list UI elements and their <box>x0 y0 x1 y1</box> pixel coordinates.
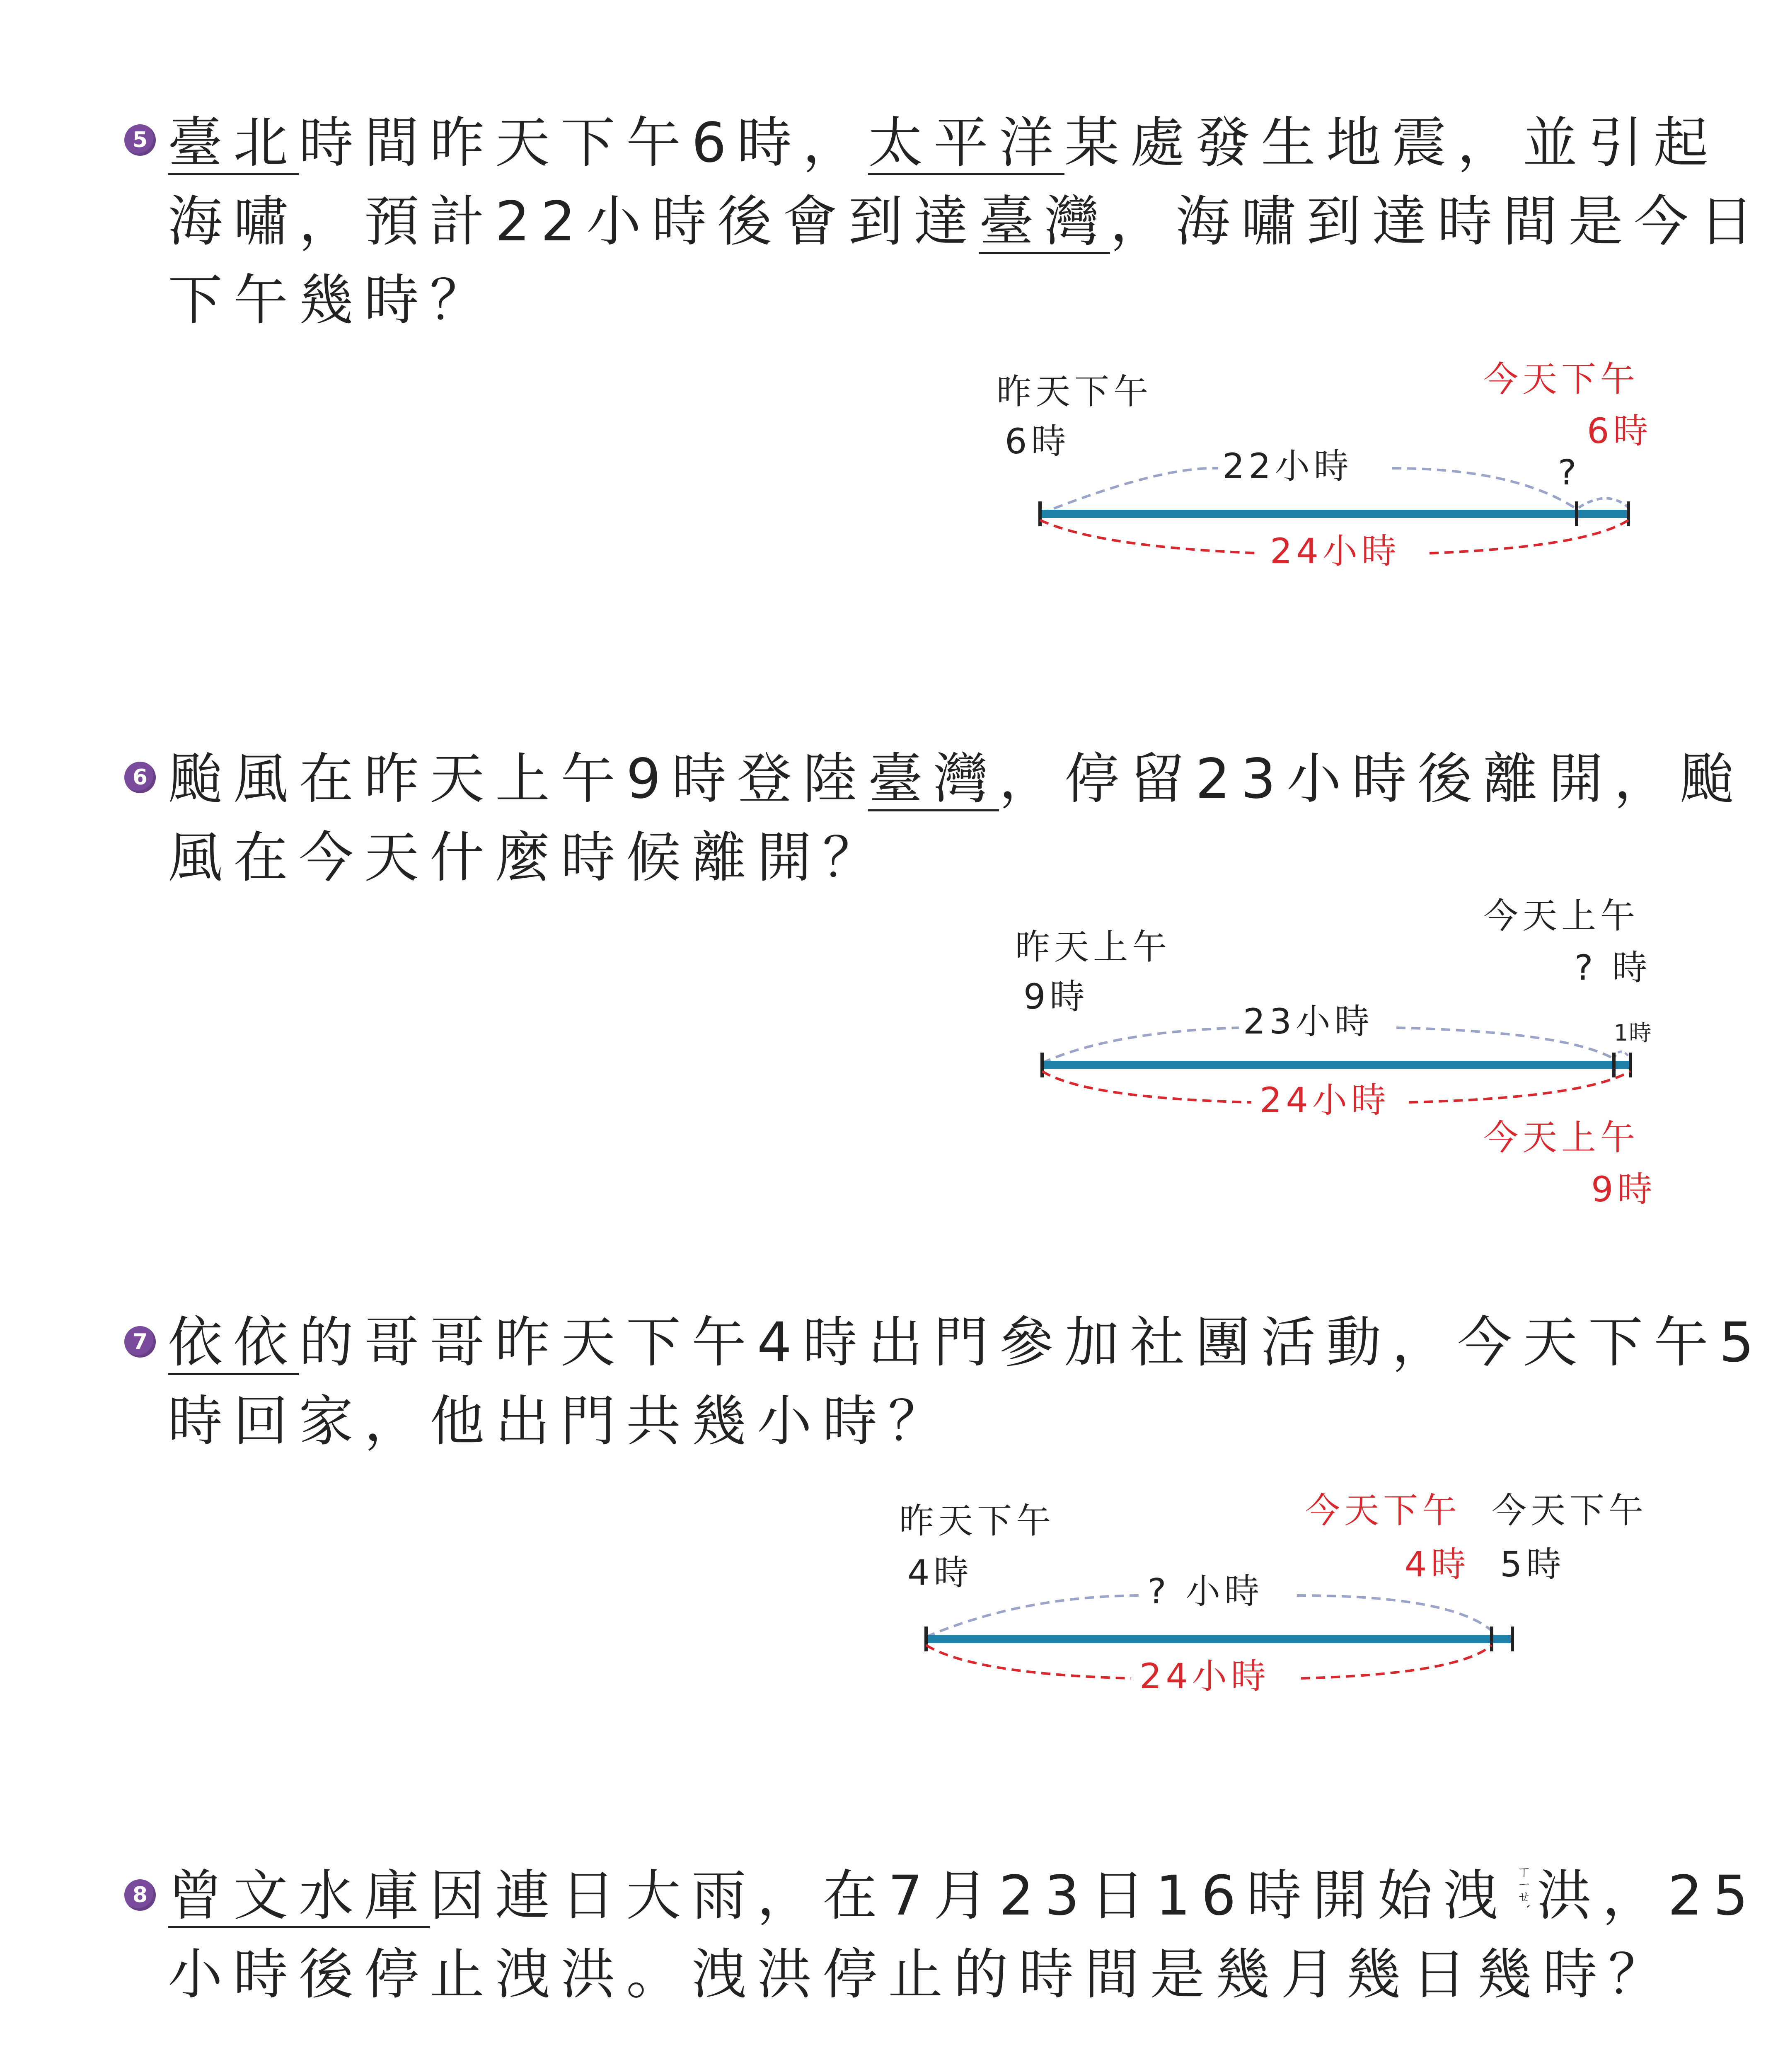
upper-brace-left <box>1042 1028 1239 1063</box>
start-time-hour: 9時 <box>1023 976 1089 1017</box>
upper-brace-right <box>1297 1595 1492 1631</box>
upper-brace-left <box>1040 468 1218 514</box>
problem-text-line: 小時後停止洩洪。洩洪停止的時間是幾月幾日幾時？ <box>168 1943 1674 2007</box>
problem-text-line: 臺北時間昨天下午6時，太平洋某處發生地震，並引起 <box>168 111 1719 175</box>
problem-text-line: 海嘯，預計22小時後會到達臺灣，海嘯到達時間是今日 <box>168 190 1765 254</box>
problem-text-line: 下午幾時？ <box>168 269 495 332</box>
problem-number-badge: 5 <box>124 124 156 156</box>
bottom-end-label: 今天上午 <box>1483 1117 1640 1158</box>
question-mark: ? <box>1558 452 1581 493</box>
end-time-hour: 5時 <box>1500 1544 1565 1585</box>
pronunciation-ruby: ㄒㄧㄝˋ <box>1514 1864 1531 1911</box>
top-end-label: 今天上午 <box>1483 896 1640 936</box>
lower-brace-right <box>1301 1645 1492 1678</box>
red-time-label: 今天下午 <box>1305 1490 1461 1531</box>
bottom-end-hour: 9時 <box>1591 1169 1657 1210</box>
problem-text-line: 風在今天什麼時候離開？ <box>168 826 888 890</box>
lower-span-label: 24小時 <box>1139 1656 1270 1697</box>
problem-number-badge: 7 <box>124 1326 156 1358</box>
start-time-label: 昨天上午 <box>1015 927 1171 967</box>
problem-text-line: 時回家，他出門共幾小時？ <box>168 1389 953 1453</box>
lower-span-label: 24小時 <box>1270 531 1401 571</box>
problem-number-badge: 6 <box>124 762 156 793</box>
small-brace <box>1579 499 1628 508</box>
upper-brace-right <box>1396 1028 1614 1059</box>
lower-brace-right <box>1430 520 1628 553</box>
red-time-hour: 4時 <box>1405 1544 1470 1585</box>
end-time-label: 今天下午 <box>1483 359 1640 399</box>
problem-text-line: 曾文水庫因連日大雨，在7月23日16時開始洩 ㄒㄧㄝˋ 洪，25 <box>168 1857 1759 1935</box>
start-time-label: 昨天下午 <box>997 371 1153 412</box>
top-end-hour: ? 時 <box>1575 947 1652 988</box>
problem-text-line: 颱風在昨天上午9時登陸臺灣，停留23小時後離開，颱 <box>168 747 1745 811</box>
lower-brace-left <box>1040 520 1260 553</box>
start-time-hour: 4時 <box>907 1552 973 1593</box>
problem-number-badge: 8 <box>124 1879 156 1911</box>
start-time-label: 昨天下午 <box>899 1501 1055 1541</box>
upper-brace-left <box>926 1595 1144 1637</box>
lower-brace-left <box>1042 1071 1251 1102</box>
upper-span-label: 23小時 <box>1243 1001 1374 1042</box>
start-time-hour: 6時 <box>1005 421 1070 462</box>
problem-text-line: 依依的哥哥昨天下午4時出門參加社團活動，今天下午5 <box>168 1311 1765 1375</box>
upper-span-label: ? 小時 <box>1148 1571 1264 1612</box>
lower-brace-right <box>1409 1071 1630 1102</box>
upper-span-label: 22小時 <box>1222 446 1353 487</box>
lower-span-label: 24小時 <box>1260 1080 1390 1121</box>
small-span-label: 1時 <box>1614 1020 1652 1046</box>
lower-brace-left <box>926 1645 1131 1678</box>
upper-brace-right <box>1392 468 1575 508</box>
end-time-hour: 6時 <box>1587 411 1652 451</box>
end-time-label: 今天下午 <box>1492 1490 1648 1531</box>
